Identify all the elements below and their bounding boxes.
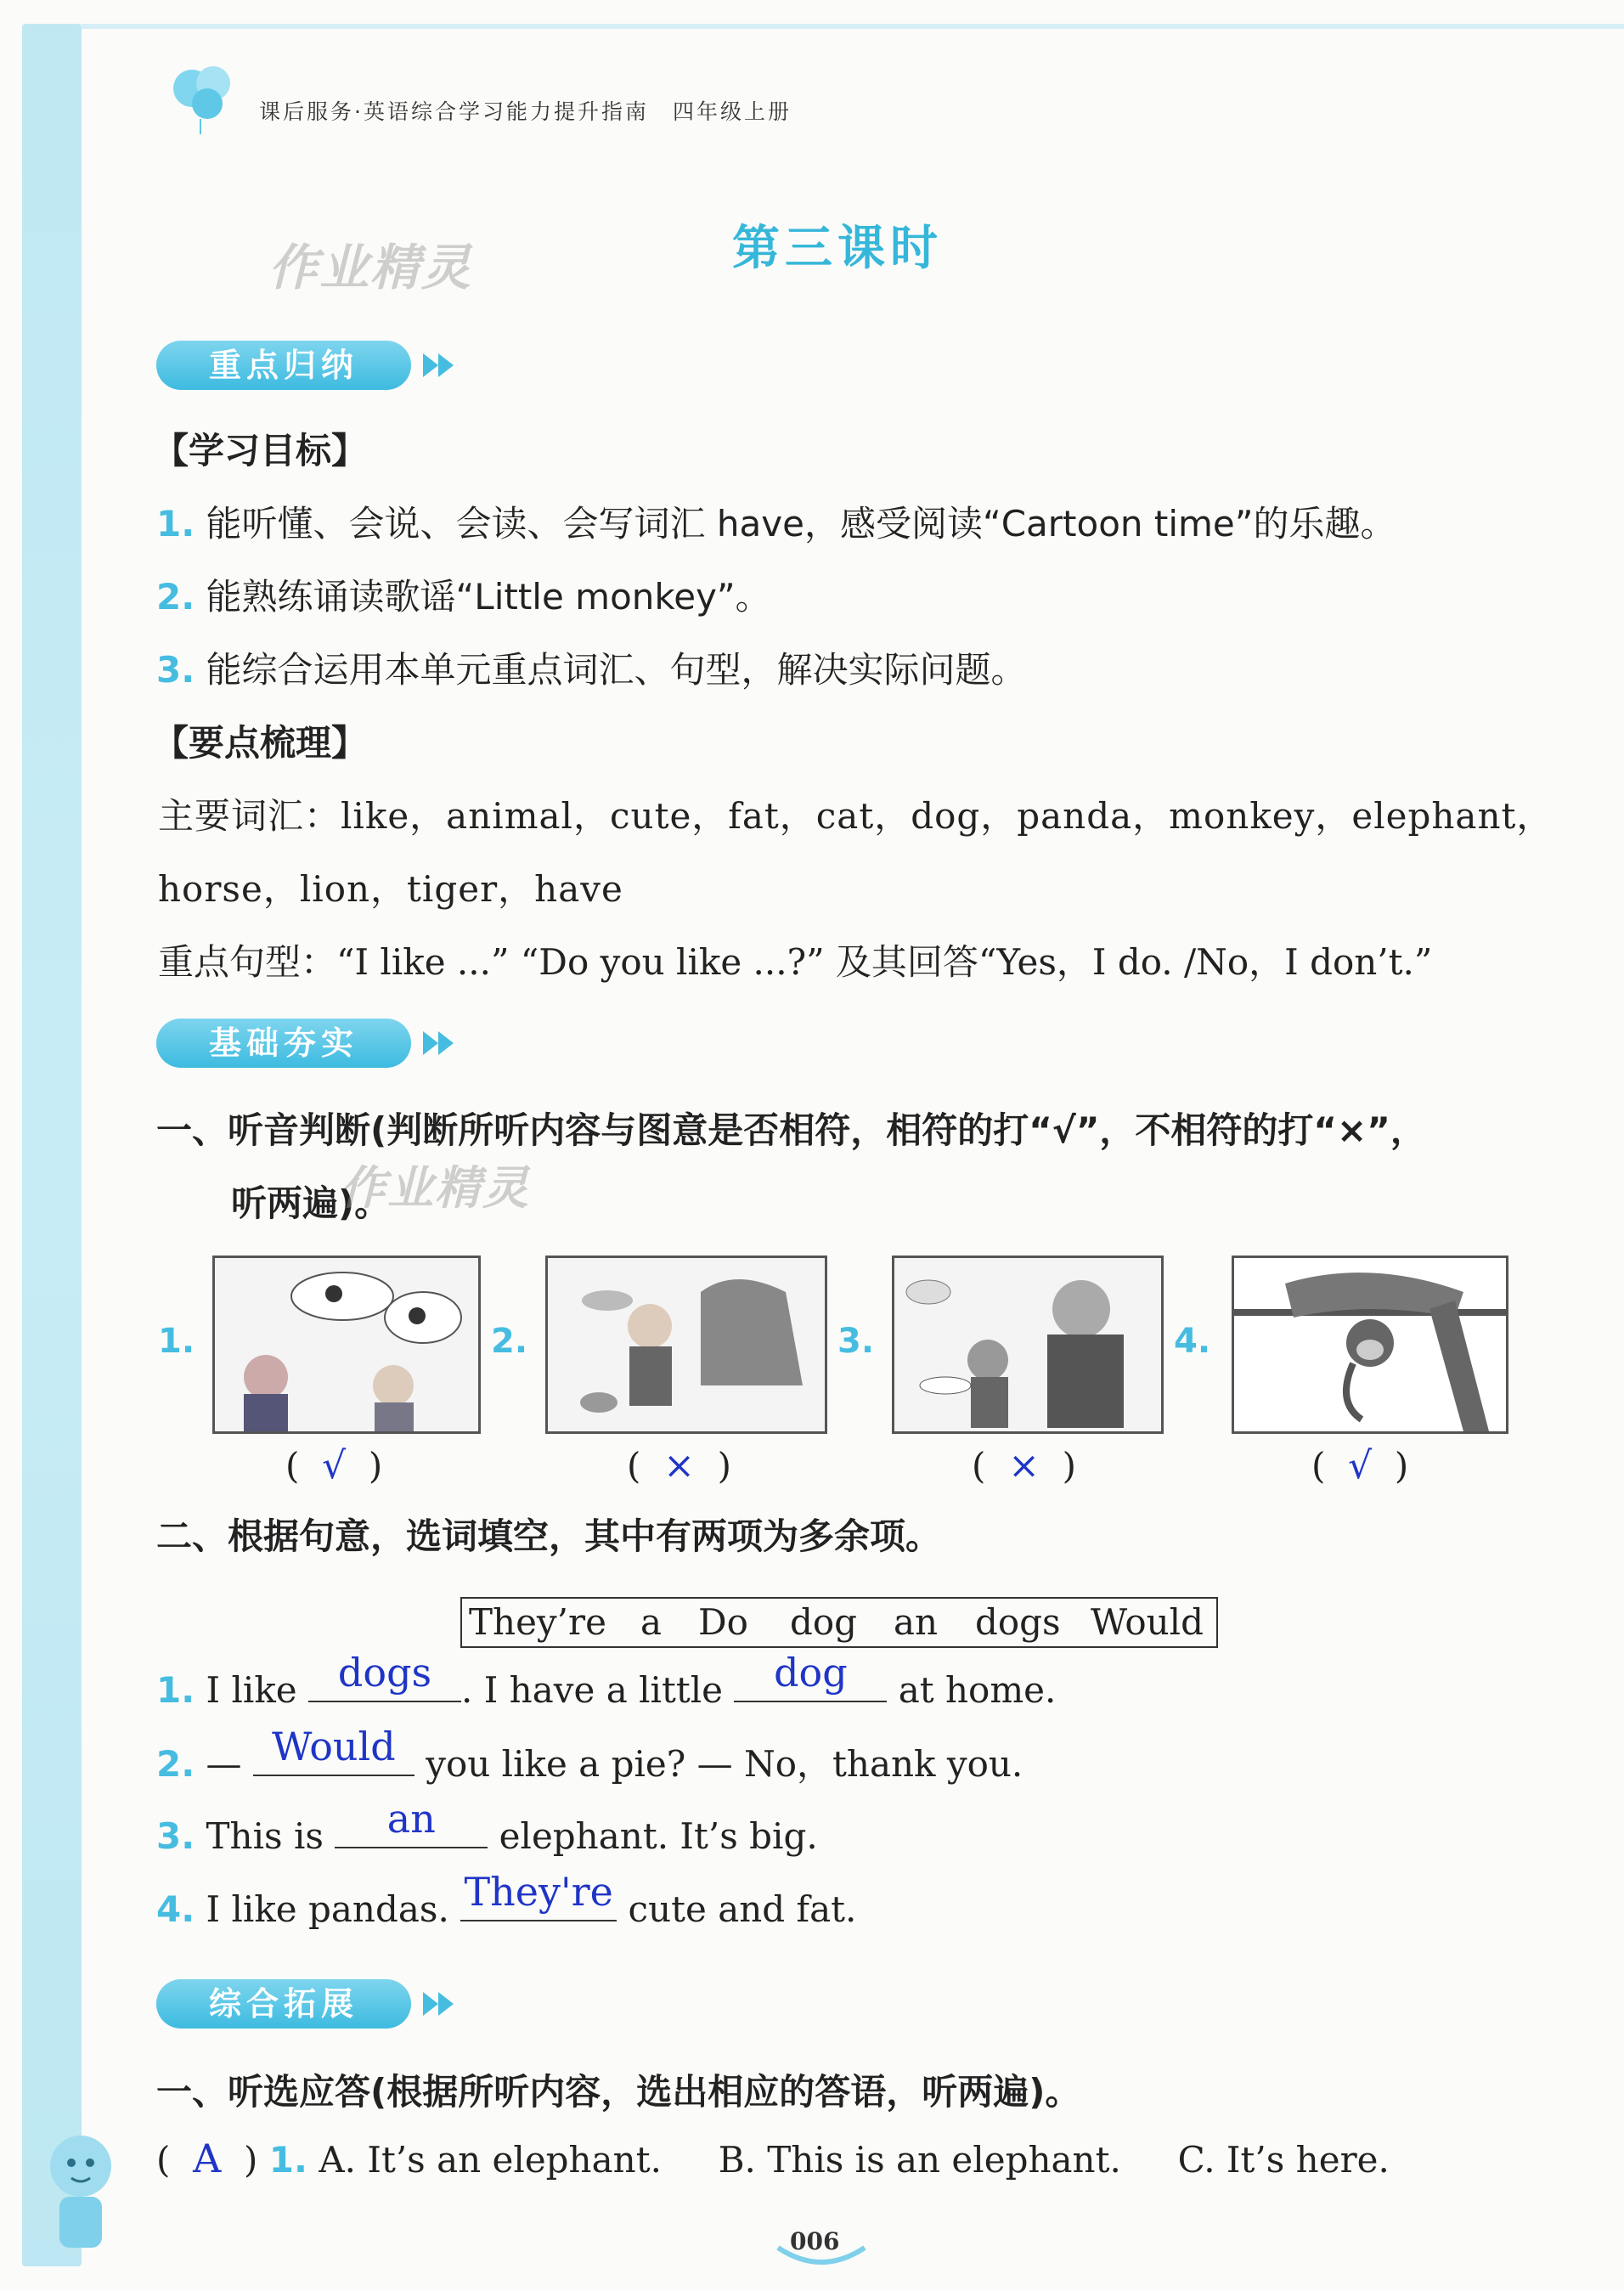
page-number-wave-icon [775,2243,868,2268]
picture-number: 2. [491,1322,528,1361]
section-basics-badge: 基础夯实 [156,1019,411,1068]
filled-answer: dog [774,1650,848,1696]
watermark-top: 作业精灵 [268,239,473,296]
picture-monkey-in-tree [1232,1256,1508,1434]
picture-number: 3. [837,1322,875,1361]
sentence-patterns: 重点句型：“I like ...” “Do you like ...?” 及其回答“Yes，I do. /No，I don’t.” [158,941,1433,983]
filled-answer: dogs [337,1650,432,1696]
judgment-3 [972,1444,1076,1487]
question-text: at home. [898,1669,1057,1711]
picture-illustration [894,1258,1161,1431]
objective-text: 能综合运用本单元重点词汇、句型，解决实际问题。 [206,649,1027,691]
objective-number: 1. [156,503,195,545]
section-extension-badge: 综合拓展 [156,1979,411,2029]
lesson-title: 第三课时 [732,221,943,276]
answer-blank [308,1650,461,1702]
exercise2-instruction: 二、根据句意，选词填空，其中有两项为多余项。 [156,1515,942,1557]
question-text: This is [206,1815,324,1857]
answer-blank [253,1724,414,1776]
question-text: you like a pie? — No，thank you. [426,1743,1023,1785]
judgment-1 [285,1444,382,1487]
question-text: . I have a little [461,1669,723,1711]
paren-open: ( [1311,1445,1326,1487]
question-number: 1. [268,2139,307,2181]
objective-text: 能听懂、会说、会读、会写词汇 have，感受阅读“Cartoon time”的乐趣。 [206,503,1396,545]
word-bank-word: dog [790,1601,858,1643]
left-decor-strip [22,24,82,2266]
question-text: I like pandas. [206,1888,449,1930]
fill-question-2 [156,1724,1023,1787]
answer-blank [734,1650,887,1702]
judgment-answer: √ [322,1444,347,1487]
objective-1 [156,496,1396,547]
vocab-line-2: horse，lion，tiger，have [158,868,623,910]
paren-close: ) [368,1445,383,1487]
question-number: 4. [156,1888,195,1930]
word-bank-word: Do [698,1601,748,1643]
paren-close: ) [1394,1445,1409,1487]
cartoon-kid-icon [34,2124,127,2260]
paren-open: ( [627,1445,641,1487]
question-text: — [206,1743,242,1785]
filled-answer: They're [464,1869,613,1915]
choice-question-1 [156,2136,1390,2181]
top-decor-band [82,24,1624,29]
word-bank-word: dogs [975,1601,1061,1643]
option-a: A. It’s an elephant. [319,2139,662,2181]
option-b: B. This is an elephant. [718,2139,1121,2181]
exercise1-instruction-cont: 听两遍)。 [231,1182,391,1224]
paren-open: ( [285,1445,300,1487]
answer-blank [460,1869,617,1921]
paren-close: ) [1062,1445,1077,1487]
fill-question-1 [156,1650,1057,1711]
picture-cat-and-mouse [892,1256,1164,1434]
fill-question-4 [156,1869,857,1930]
picture-illustration [548,1258,825,1431]
objective-text: 能熟练诵读歌谣“Little monkey”。 [206,576,771,618]
judgment-answer: √ [1348,1444,1373,1487]
summary-heading: 【要点梳理】 [153,722,368,764]
objective-2 [156,569,771,620]
section-key-points-badge: 重点归纳 [156,341,411,390]
answer-blank [335,1796,488,1848]
option-c: C. It’s here. [1177,2139,1390,2181]
word-bank-word: They’re [469,1601,606,1643]
double-arrow-icon [421,1028,459,1058]
question-number: 3. [156,1815,195,1857]
question-number: 1. [156,1669,195,1711]
judgment-4 [1311,1444,1408,1487]
judgment-answer: × [663,1444,695,1487]
question-text: cute and fat. [628,1888,857,1930]
paren-close: ) [244,2139,258,2181]
objectives-heading: 【学习目标】 [153,430,368,471]
objective-3 [156,642,1027,693]
exercise1-instruction: 一、听音判断(判断所听内容与图意是否相符，相符的打“√”，不相符的打“×”， [156,1109,1426,1151]
filled-answer: an [386,1796,436,1842]
filled-answer: Would [272,1724,396,1769]
judgment-answer: × [1008,1444,1040,1487]
picture-boy-with-dog [545,1256,827,1434]
picture-number: 1. [158,1322,195,1361]
word-bank-word: a [640,1601,663,1643]
picture-boys-and-pets [212,1256,481,1434]
picture-number: 4. [1174,1322,1211,1361]
paren-close: ) [717,1445,732,1487]
question-number: 2. [156,1743,195,1785]
exercise3-instruction: 一、听选应答(根据所听内容，选出相应的答语，听两遍)。 [156,2071,1081,2113]
double-arrow-icon [421,350,459,381]
word-bank [460,1597,1218,1648]
question-text: I like [206,1669,297,1711]
word-bank-word: an [894,1601,939,1643]
page-number: 006 [790,2227,840,2255]
objective-number: 3. [156,649,195,691]
paren-open: ( [972,1445,986,1487]
double-arrow-icon [421,1989,459,2019]
question-text: elephant. It’s big. [499,1815,818,1857]
balloons-icon [166,61,243,138]
word-bank-word: Would [1091,1601,1204,1643]
objective-number: 2. [156,576,195,618]
page-header: 课后服务·英语综合学习能力提升指南 四年级上册 [259,99,792,124]
paren-open: ( [156,2139,171,2181]
judgment-2 [627,1444,731,1487]
watermark-middle: 作业精灵 [340,1161,530,1215]
picture-illustration [215,1258,478,1431]
choice-answer: A [193,2136,222,2181]
vocab-line-1: 主要词汇：like，animal，cute，fat，cat，dog，panda，monkey，elephant， [158,795,1554,837]
picture-illustration [1234,1258,1506,1431]
fill-question-3 [156,1796,818,1857]
